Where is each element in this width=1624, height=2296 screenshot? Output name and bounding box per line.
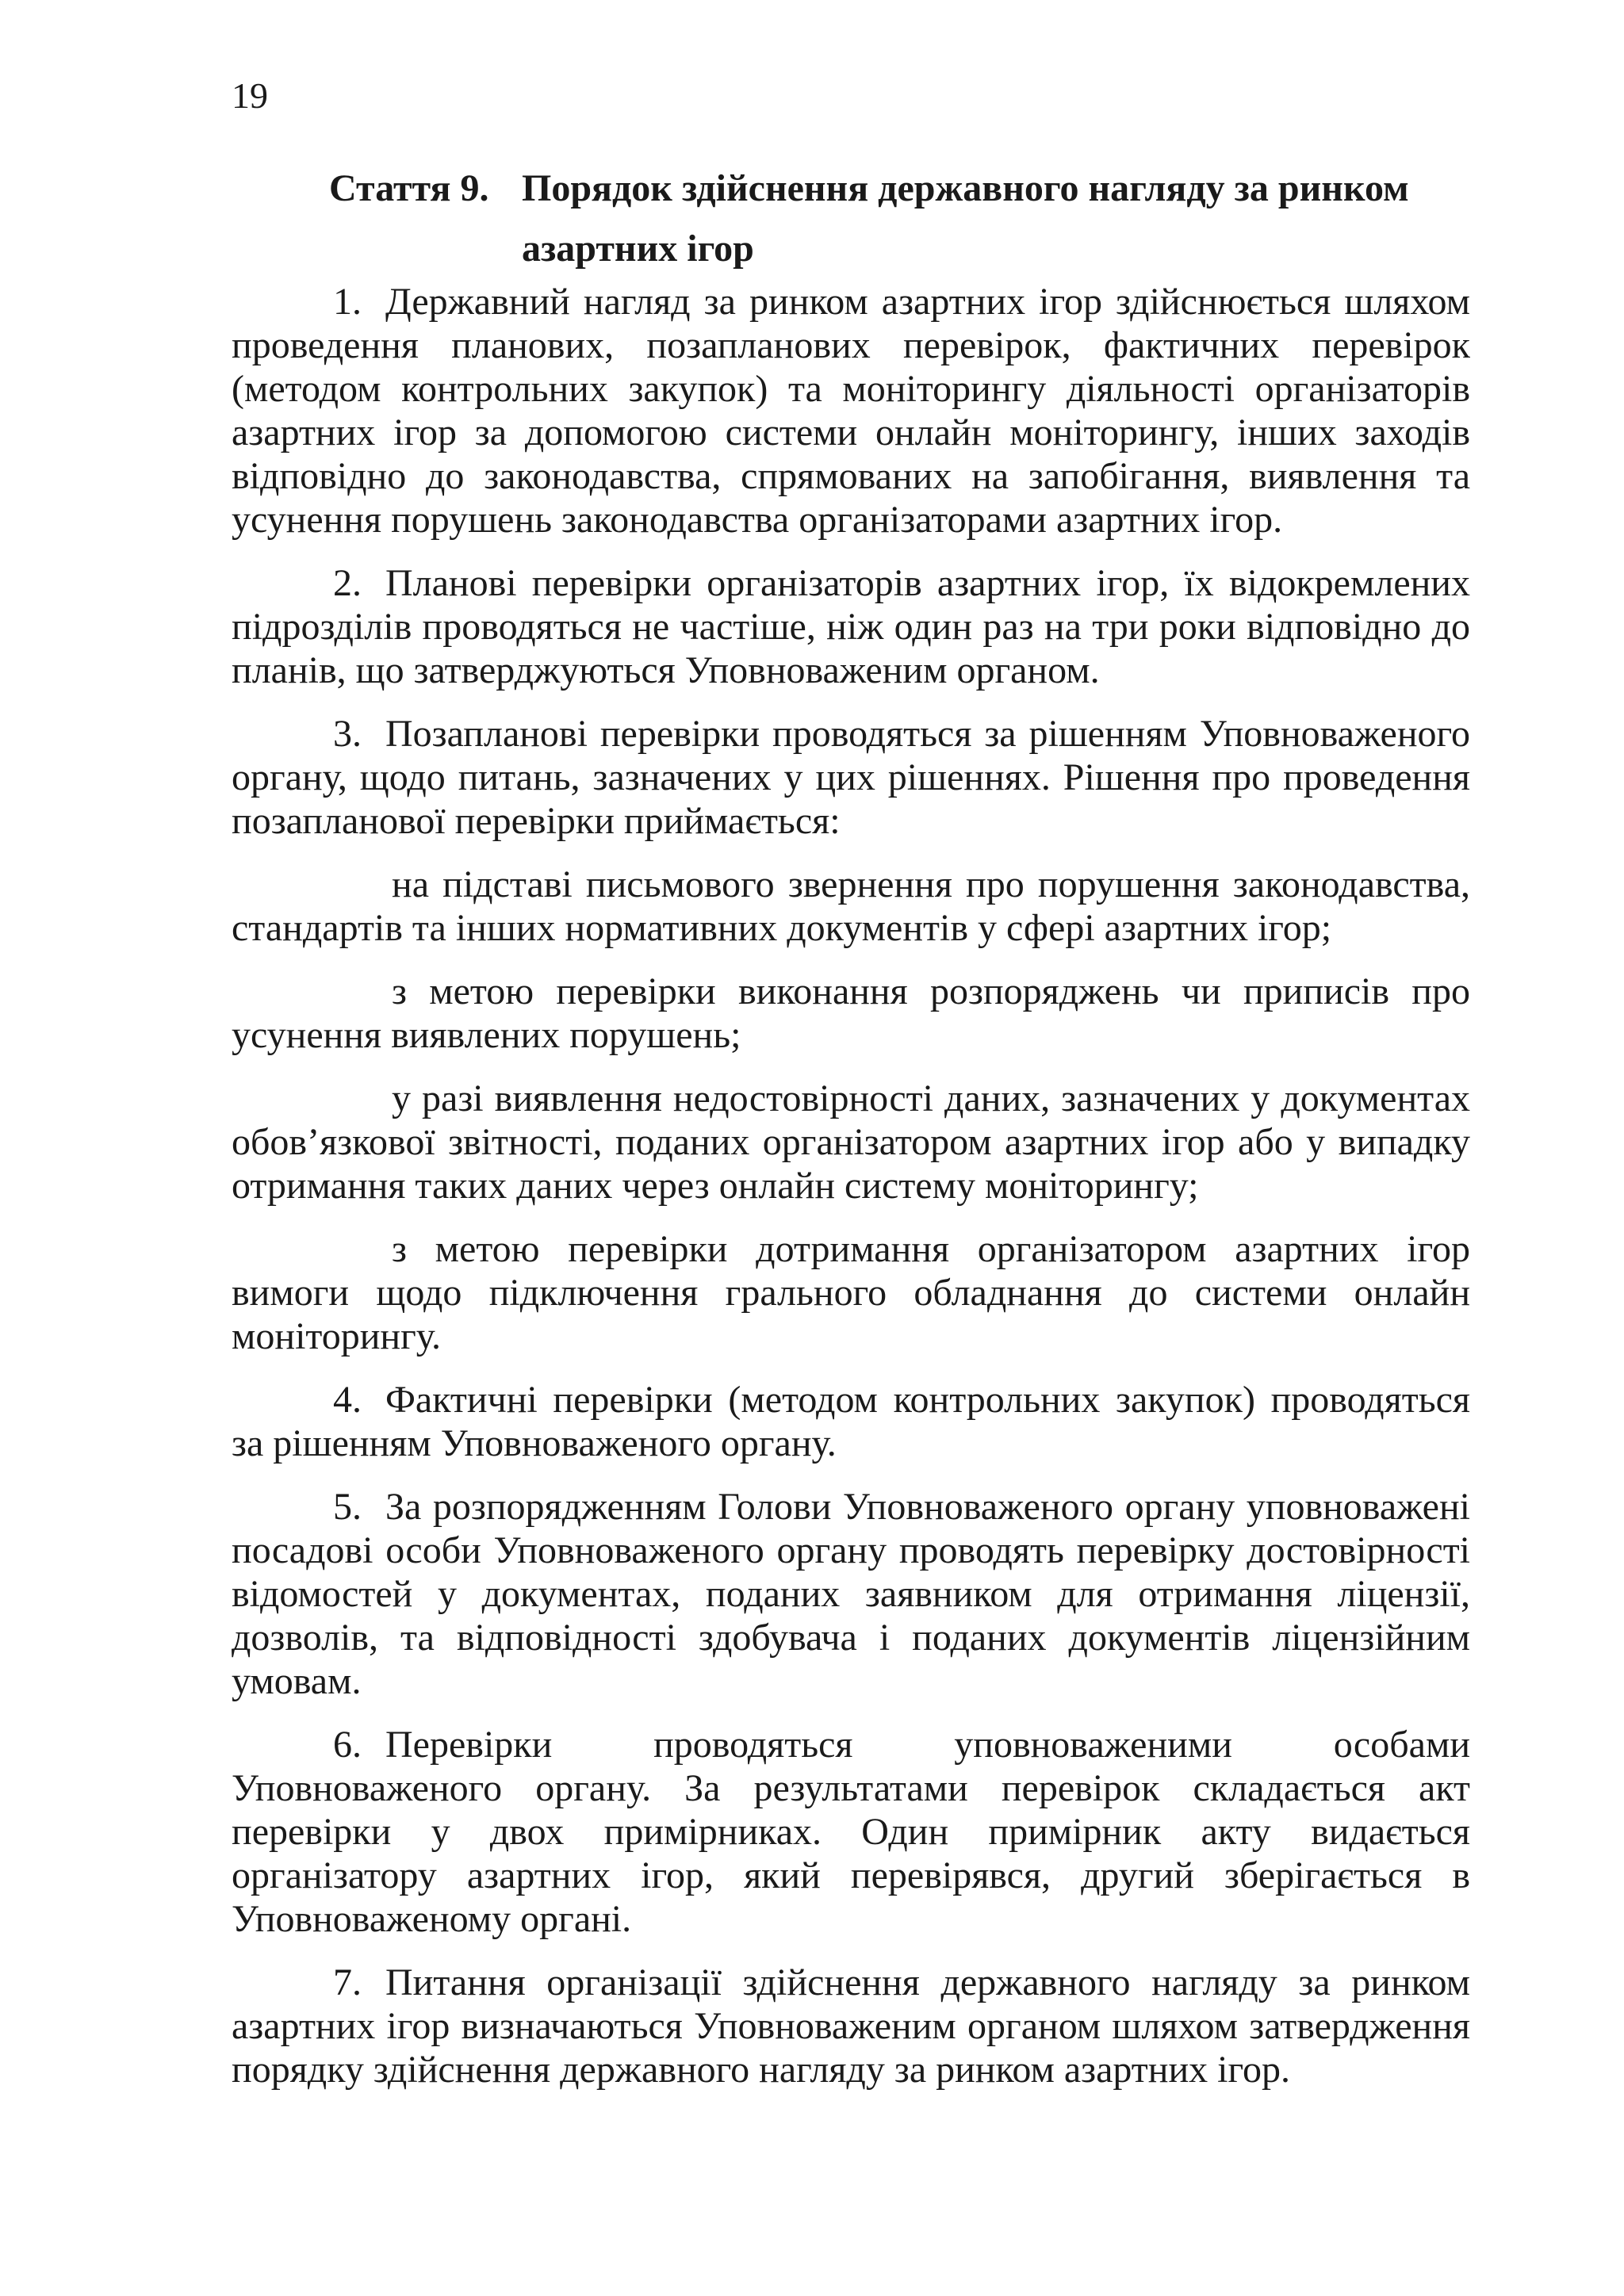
paragraph-2 (232, 561, 1470, 692)
article-number: Стаття 9. (329, 167, 489, 209)
paragraph-text: з метою перевірки дотримання організатором азартних ігор вимоги щодо підключення грального обладнання до системи онлайн моніторингу. (232, 1228, 1470, 1357)
subparagraph-orders-check (232, 970, 1470, 1057)
paragraph-number: 3. (333, 713, 362, 755)
subparagraph-written-appeal (232, 863, 1470, 950)
paragraph-number: 1. (333, 281, 362, 323)
paragraph-1 (232, 280, 1470, 541)
page-number: 19 (232, 75, 268, 116)
subparagraph-equipment-connection (232, 1227, 1470, 1358)
paragraph-3 (232, 712, 1470, 843)
paragraph-text: Планові перевірки організаторів азартних ігор, їх відокремлених підрозділів проводяться не частіше, ніж один раз на три роки відповідно до планів, що затверджуються Уповноваженим органом. (232, 562, 1470, 691)
paragraph-number: 5. (333, 1486, 362, 1528)
paragraph-text: Позапланові перевірки проводяться за рішенням Уповноваженого органу, щодо питань, зазначених у цих рішеннях. Рішення про проведення позапланової перевірки приймається: (232, 713, 1470, 842)
paragraph-text: Питання організації здійснення державного нагляду за ринком азартних ігор визначаються Уповноваженим органом шляхом затвердження порядку здійснення державного нагляду за ринком азартних ігор. (232, 1961, 1470, 2091)
paragraph-number: 4. (333, 1379, 362, 1421)
paragraph-text: з метою перевірки виконання розпоряджень чи приписів про усунення виявлених порушень; (232, 970, 1470, 1056)
subparagraph-unreliable-data (232, 1077, 1470, 1207)
paragraph-5 (232, 1485, 1470, 1703)
paragraph-text: Державний нагляд за ринком азартних ігор здійснюється шляхом проведення планових, позапланових перевірок, фактичних перевірок (методом контрольних закупок) та моніторингу діяльності організаторів азартних ігор за допомогою системи онлайн моніторингу, інших заходів відповідно до законодавства, спрямованих на запобігання, виявлення та усунення порушень законодавства організаторами азартних ігор. (232, 281, 1470, 541)
article-body (232, 280, 1470, 2111)
paragraph-number: 7. (333, 1961, 362, 2003)
article-title: Порядок здійснення державного нагляду за ринком азартних ігор (522, 167, 1409, 270)
paragraph-text: Фактичні перевірки (методом контрольних закупок) проводяться за рішенням Уповноваженого органу. (232, 1379, 1470, 1464)
paragraph-text: За розпорядженням Голови Уповноваженого органу уповноважені посадові особи Уповноваженого органу проводять перевірку достовірності відомостей у документах, поданих заявником для отримання ліцензії, дозволів, та відповідності здобувача і поданих документів ліцензійним умовам. (232, 1486, 1470, 1702)
paragraph-number: 6. (333, 1724, 362, 1766)
paragraph-number: 2. (333, 562, 362, 604)
paragraph-6 (232, 1723, 1470, 1941)
paragraph-text: на підставі письмового звернення про порушення законодавства, стандартів та інших нормативних документів у сфері азартних ігор; (232, 863, 1470, 949)
paragraph-text: Перевірки проводяться уповноваженими особами Уповноваженого органу. За результатами перевірок складається акт перевірки у двох примірниках. Один примірник акту видається організатору азартних ігор, який перевірявся, другий зберігається в Уповноваженому органі. (232, 1724, 1470, 1940)
article-heading (329, 159, 1471, 279)
paragraph-4 (232, 1378, 1470, 1465)
paragraph-text: у разі виявлення недостовірності даних, зазначених у документах обов’язкової звітності, поданих організатором азартних ігор або у випадку отримання таких даних через онлайн систему моніторингу; (232, 1077, 1470, 1207)
paragraph-7 (232, 1961, 1470, 2091)
